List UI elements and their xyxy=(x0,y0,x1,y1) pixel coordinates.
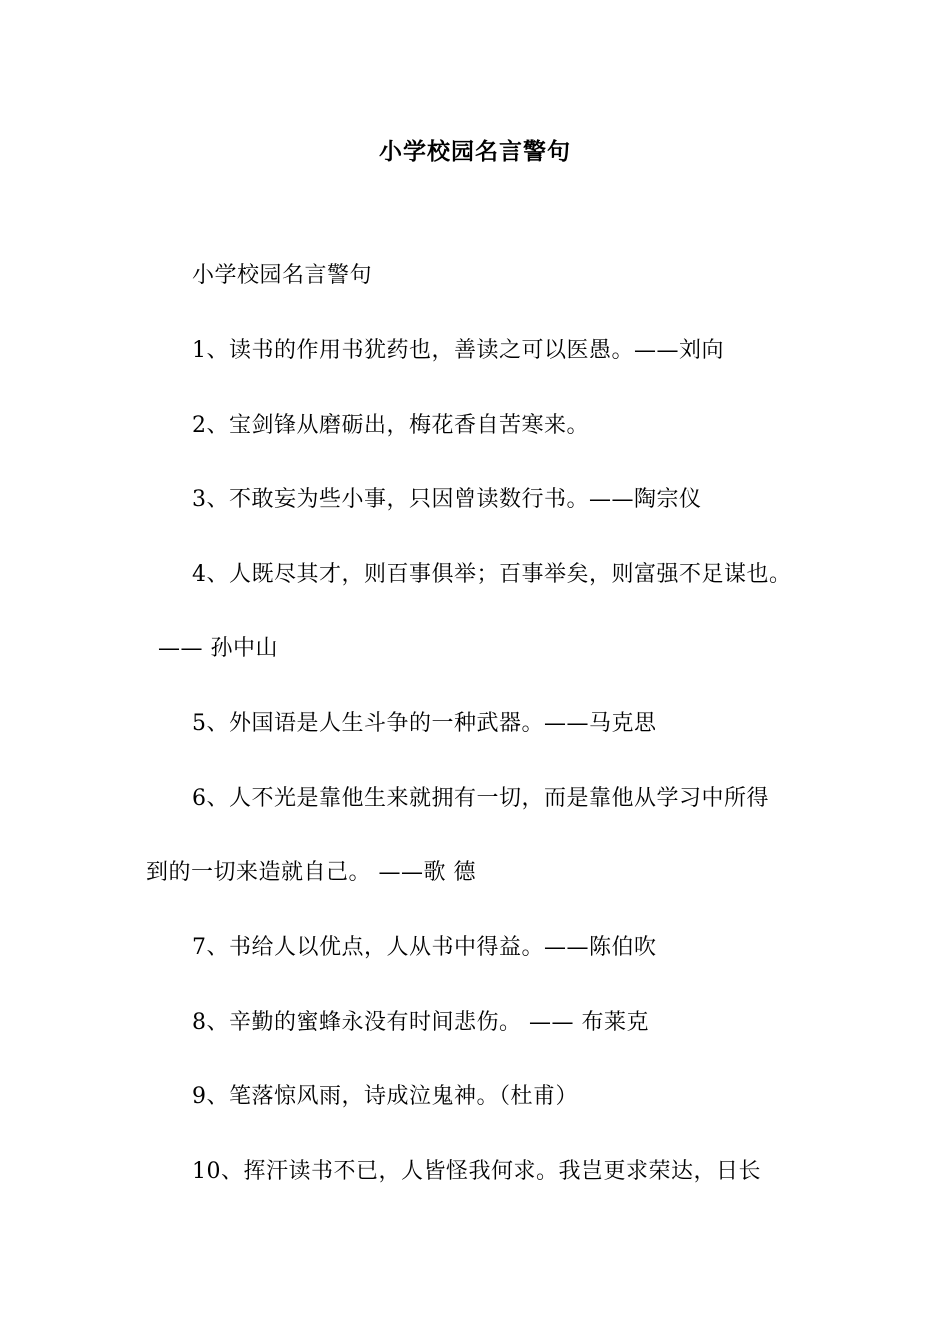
quote-line: 6、人不光是靠他生来就拥有一切，而是靠他从学习中所得 xyxy=(192,786,769,811)
quote-line: 5、外国语是人生斗争的一种武器。——马克思 xyxy=(192,711,657,736)
quote-line: 3、不敢妄为些小事，只因曾读数行书。——陶宗仪 xyxy=(192,487,702,512)
quote-line: 4、人既尽其才，则百事俱举；百事举矣，则富强不足谋也。 xyxy=(192,562,792,587)
quote-line: 7、书给人以优点，人从书中得益。——陈伯吹 xyxy=(192,935,657,960)
quote-line: 10、挥汗读书不已，人皆怪我何求。我岂更求荣达，日长 xyxy=(192,1159,761,1184)
quote-line: 9、笔落惊风雨，诗成泣鬼神。（杜甫） xyxy=(192,1084,578,1109)
quote-line: 2、宝剑锋从磨砺出，梅花香自苦寒来。 xyxy=(192,413,589,438)
quote-line: 1、读书的作用书犹药也，善读之可以医愚。——刘向 xyxy=(192,338,724,363)
document-subtitle: 小学校园名言警句 xyxy=(192,263,373,288)
quote-line-continuation: —— 孙中山 xyxy=(158,636,278,661)
quote-line-continuation: 到的一切来造就自己。 ——歌 德 xyxy=(146,860,476,885)
quote-line: 8、辛勤的蜜蜂永没有时间悲伤。 —— 布莱克 xyxy=(192,1010,649,1035)
document-title: 小学校园名言警句 xyxy=(379,138,571,165)
